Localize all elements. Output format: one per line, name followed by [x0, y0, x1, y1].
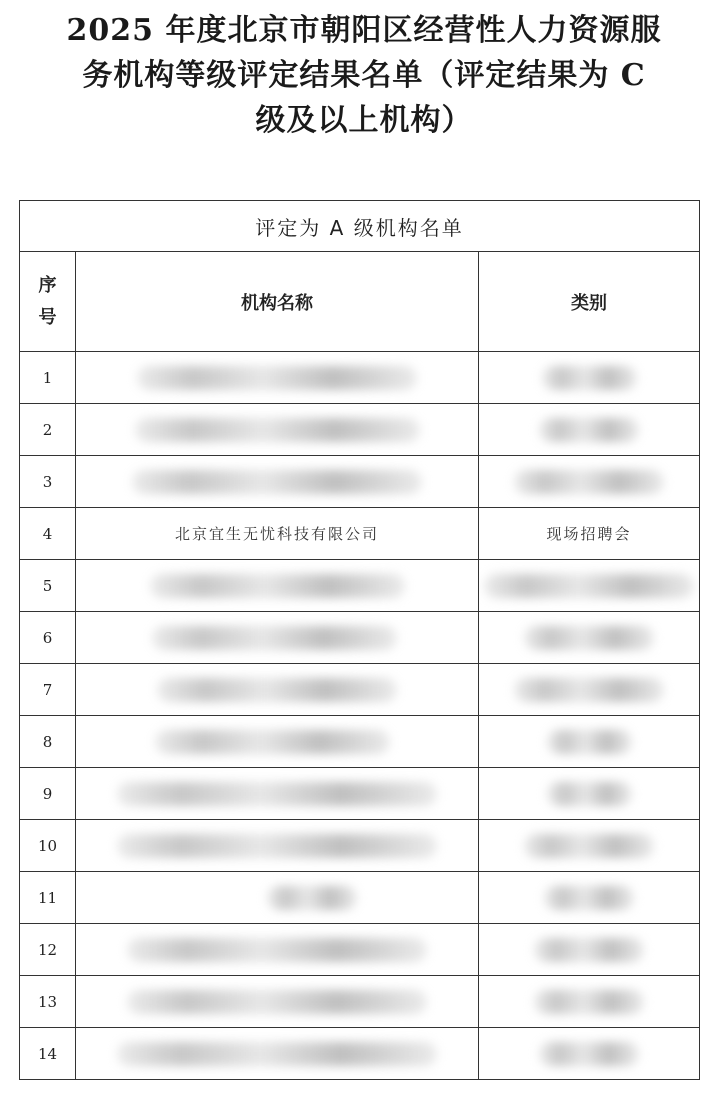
- row-name: [76, 352, 479, 404]
- column-header-name: 机构名称: [76, 252, 479, 352]
- redacted-name-blur: [135, 418, 420, 442]
- row-seq: 9: [20, 768, 76, 820]
- table-row: [20, 352, 700, 404]
- redacted-type-blur: [547, 730, 632, 754]
- row-seq: 10: [20, 820, 76, 872]
- redacted-type-blur: [534, 938, 644, 962]
- redacted-type-blur: [542, 366, 637, 390]
- redacted-name-blur: [132, 470, 422, 494]
- redacted-type-blur: [524, 626, 654, 650]
- table-row: [20, 716, 700, 768]
- section-header-row: [20, 201, 700, 252]
- row-seq: 8: [20, 716, 76, 768]
- row-type: [479, 976, 700, 1028]
- redacted-type-blur: [514, 678, 664, 702]
- redacted-name-blur: [152, 626, 397, 650]
- redacted-name-blur: [117, 834, 437, 858]
- redacted-name-blur: [117, 1042, 437, 1066]
- redacted-name-blur: [267, 886, 357, 910]
- row-seq: 5: [20, 560, 76, 612]
- row-seq: 1: [20, 352, 76, 404]
- table-row: [20, 560, 700, 612]
- row-name: [76, 768, 479, 820]
- row-type: [479, 716, 700, 768]
- redacted-type-blur: [524, 834, 654, 858]
- row-type: [479, 456, 700, 508]
- row-name: [76, 404, 479, 456]
- row-type: [479, 1028, 700, 1080]
- row-seq: 3: [20, 456, 76, 508]
- table-row: [20, 872, 700, 924]
- table-row: [20, 976, 700, 1028]
- row-name: 北京宜生无忧科技有限公司: [76, 508, 479, 560]
- row-seq: 13: [20, 976, 76, 1028]
- row-seq: 4: [20, 508, 76, 560]
- row-name: [76, 612, 479, 664]
- table-row: [20, 1028, 700, 1080]
- document-title: [0, 8, 728, 143]
- row-name: [76, 560, 479, 612]
- row-name: [76, 872, 479, 924]
- redacted-type-blur: [514, 470, 664, 494]
- redacted-type-blur: [484, 574, 694, 598]
- redacted-name-blur: [127, 938, 427, 962]
- row-type: [479, 820, 700, 872]
- column-header-seq: 序号: [20, 252, 76, 352]
- row-type: [479, 404, 700, 456]
- institution-list-table: [19, 200, 700, 1080]
- table-row: [20, 768, 700, 820]
- table-row: [20, 404, 700, 456]
- title-line-1: 2025 年度北京市朝阳区经营性人力资源服: [66, 13, 662, 48]
- redacted-name-blur: [155, 730, 390, 754]
- redacted-type-blur: [539, 1042, 639, 1066]
- redacted-type-blur: [539, 418, 639, 442]
- row-type: [479, 768, 700, 820]
- row-seq: 6: [20, 612, 76, 664]
- row-type: [479, 612, 700, 664]
- row-name: [76, 664, 479, 716]
- redacted-name-blur: [150, 574, 405, 598]
- row-type: [479, 924, 700, 976]
- row-seq: 12: [20, 924, 76, 976]
- table-row: [20, 924, 700, 976]
- row-seq: 7: [20, 664, 76, 716]
- table-row: [20, 456, 700, 508]
- row-type: [479, 664, 700, 716]
- redacted-type-blur: [534, 990, 644, 1014]
- table-row: [20, 820, 700, 872]
- table-row: [20, 508, 700, 560]
- table-row: [20, 664, 700, 716]
- column-header-row: [20, 252, 700, 352]
- redacted-name-blur: [137, 366, 417, 390]
- row-seq: 11: [20, 872, 76, 924]
- table-row: [20, 612, 700, 664]
- title-line-2: 务机构等级评定结果名单（评定结果为 C: [82, 58, 646, 93]
- redacted-name-blur: [157, 678, 397, 702]
- column-header-type: 类别: [479, 252, 700, 352]
- row-type: [479, 872, 700, 924]
- redacted-name-blur: [127, 990, 427, 1014]
- redacted-name-blur: [117, 782, 437, 806]
- title-line-3: 级及以上机构）: [255, 103, 473, 138]
- row-type: [479, 560, 700, 612]
- row-name: [76, 924, 479, 976]
- row-type: [479, 352, 700, 404]
- row-name: [76, 716, 479, 768]
- row-type: 现场招聘会: [479, 508, 700, 560]
- row-name: [76, 820, 479, 872]
- row-name: [76, 1028, 479, 1080]
- row-seq: 14: [20, 1028, 76, 1080]
- row-seq: 2: [20, 404, 76, 456]
- section-title: 评定为 A 级机构名单: [20, 201, 700, 252]
- row-name: [76, 456, 479, 508]
- redacted-type-blur: [544, 886, 634, 910]
- redacted-type-blur: [547, 782, 632, 806]
- row-name: [76, 976, 479, 1028]
